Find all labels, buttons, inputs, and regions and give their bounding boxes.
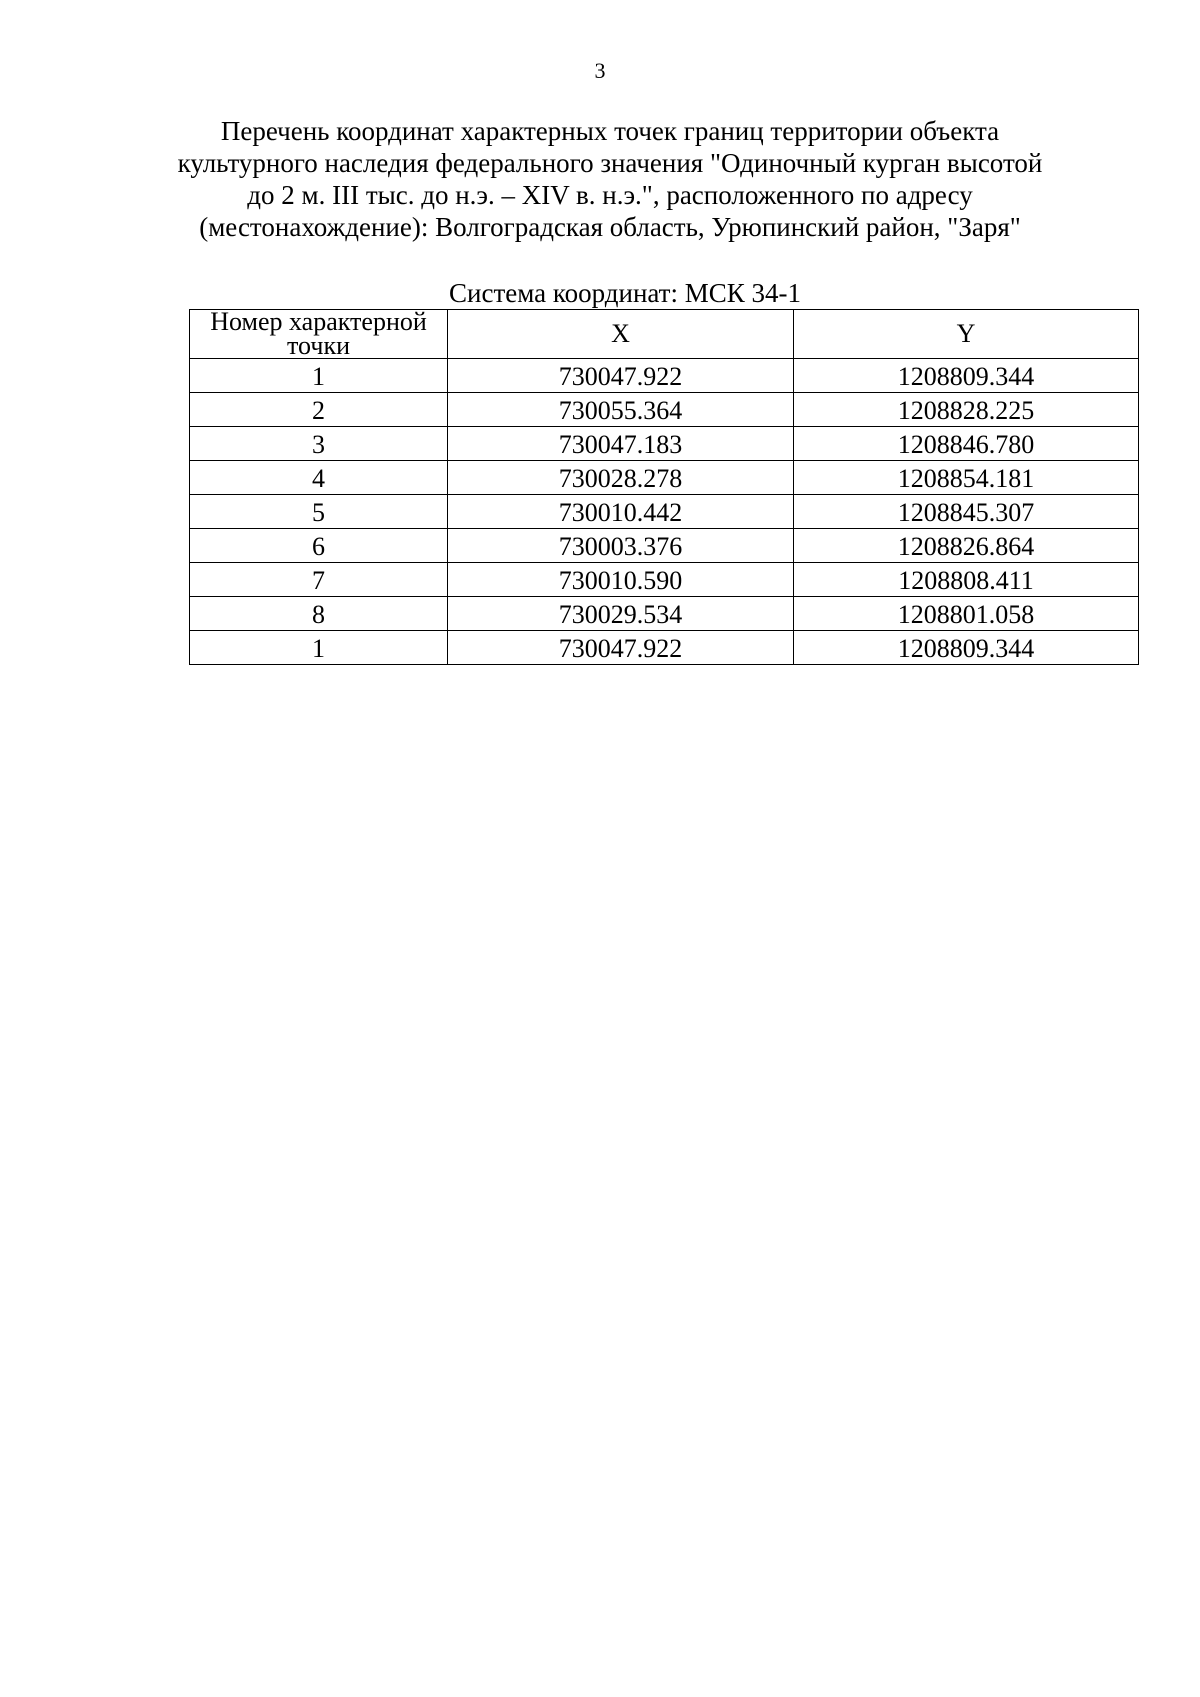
coordinates-table bbox=[189, 309, 1139, 665]
cell-point-number: 4 bbox=[190, 461, 448, 495]
cell-x: 730028.278 bbox=[448, 461, 794, 495]
cell-x: 730047.922 bbox=[448, 631, 794, 665]
cell-x: 730047.183 bbox=[448, 427, 794, 461]
header-x: X bbox=[448, 310, 794, 359]
title-line: Перечень координат характерных точек границ территории объекта bbox=[220, 116, 1000, 146]
cell-x: 730010.442 bbox=[448, 495, 794, 529]
cell-x: 730010.590 bbox=[448, 563, 794, 597]
cell-y: 1208845.307 bbox=[794, 495, 1139, 529]
cell-y: 1208808.411 bbox=[794, 563, 1139, 597]
cell-point-number: 5 bbox=[190, 495, 448, 529]
table-row bbox=[190, 529, 1139, 563]
cell-x: 730047.922 bbox=[448, 359, 794, 393]
cell-point-number: 3 bbox=[190, 427, 448, 461]
cell-point-number: 1 bbox=[190, 359, 448, 393]
table-row bbox=[190, 427, 1139, 461]
cell-y: 1208809.344 bbox=[794, 631, 1139, 665]
cell-x: 730055.364 bbox=[448, 393, 794, 427]
table-row bbox=[190, 393, 1139, 427]
cell-y: 1208809.344 bbox=[794, 359, 1139, 393]
title-line: до 2 м. III тыс. до н.э. – XIV в. н.э.", расположенного по адресу bbox=[247, 180, 973, 210]
cell-point-number: 7 bbox=[190, 563, 448, 597]
title-line: (местонахождение): Волгоградская область, Урюпинский район, "Заря" bbox=[199, 212, 1021, 242]
header-point-number: Номер характерной точки bbox=[190, 310, 448, 359]
header-y: Y bbox=[794, 310, 1139, 359]
page-number: 3 bbox=[594, 58, 606, 83]
cell-y: 1208846.780 bbox=[794, 427, 1139, 461]
table-row bbox=[190, 563, 1139, 597]
cell-y: 1208854.181 bbox=[794, 461, 1139, 495]
table-row bbox=[190, 597, 1139, 631]
cell-y: 1208826.864 bbox=[794, 529, 1139, 563]
cell-y: 1208801.058 bbox=[794, 597, 1139, 631]
document-title bbox=[160, 115, 1060, 243]
cell-x: 730003.376 bbox=[448, 529, 794, 563]
title-line: культурного наследия федерального значения "Одиночный курган высотой bbox=[177, 148, 1043, 178]
coordinate-system-caption: Система координат: МСК 34-1 bbox=[449, 278, 801, 308]
table-row bbox=[190, 631, 1139, 665]
cell-point-number: 1 bbox=[190, 631, 448, 665]
table-header-row bbox=[190, 310, 1139, 359]
cell-point-number: 2 bbox=[190, 393, 448, 427]
cell-point-number: 6 bbox=[190, 529, 448, 563]
table-row bbox=[190, 461, 1139, 495]
table-row bbox=[190, 495, 1139, 529]
cell-y: 1208828.225 bbox=[794, 393, 1139, 427]
cell-x: 730029.534 bbox=[448, 597, 794, 631]
table-row bbox=[190, 359, 1139, 393]
cell-point-number: 8 bbox=[190, 597, 448, 631]
